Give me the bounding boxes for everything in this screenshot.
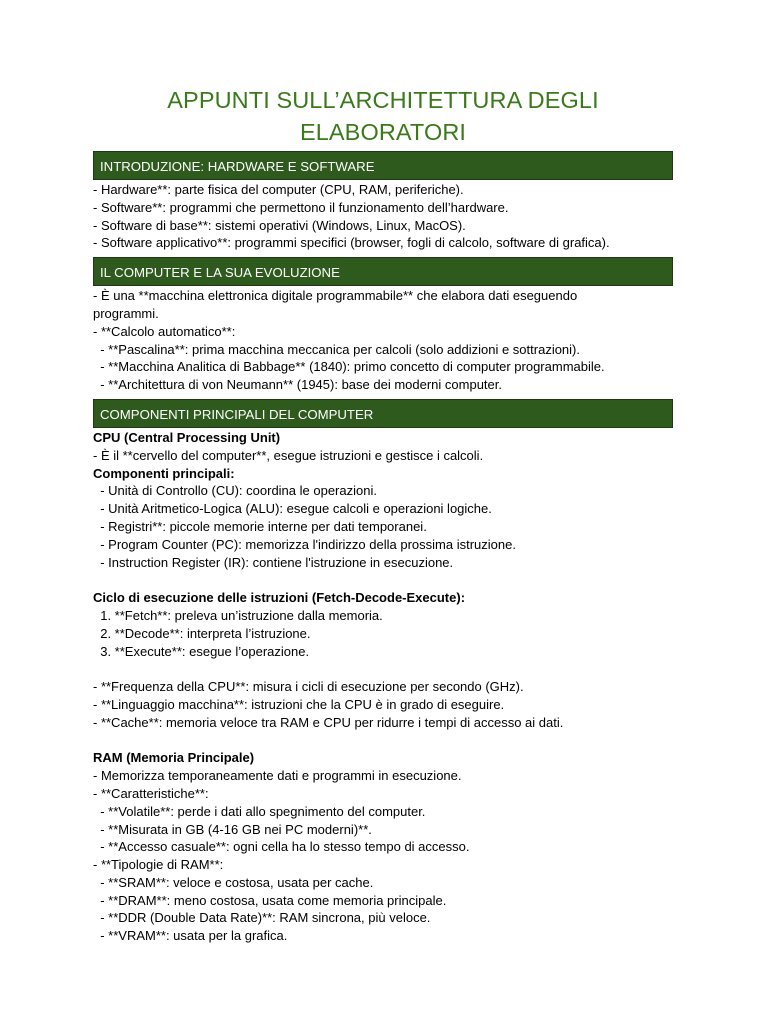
text-line: - Software applicativo**: programmi specifici (browser, fogli di calcolo, software di grafica). [93,235,610,251]
text-line: programmi. [93,305,159,321]
text-line: - **Calcolo automatico**: [93,323,236,339]
text-line: - È una **macchina elettronica digitale programmabile** che elabora dati eseguendo [93,288,578,304]
document-sections [93,151,673,946]
text-line: - **Cache**: memoria veloce tra RAM e CPU per ridurre i tempi di accesso ai dati. [93,714,564,730]
text-line: 2. **Decode**: interpreta l’istruzione. [93,625,311,641]
document-page [93,84,673,946]
text-line: - Unità Aritmetico-Logica (ALU): esegue calcoli e operazioni logiche. [93,501,492,517]
text-line: - **Accesso casuale**: ogni cella ha lo stesso tempo di accesso. [93,839,470,855]
section-header: COMPONENTI PRINCIPALI DEL COMPUTER [93,399,673,428]
text-line: - **Macchina Analitica di Babbage** (1840): primo concetto di computer programmabile. [93,359,605,375]
subsection-heading: Componenti principali: [93,465,235,481]
text-line: - **Volatile**: perde i dati allo spegnimento del computer. [93,803,426,819]
text-line: - **Misurata in GB (4-16 GB nei PC moderni)**. [93,821,372,837]
text-line: - **SRAM**: veloce e costosa, usata per cache. [93,874,374,890]
subsection-heading: CPU (Central Processing Unit) [93,429,281,445]
text-line: - Software di base**: sistemi operativi (Windows, Linux, MacOS). [93,217,466,233]
text-line: 3. **Execute**: esegue l’operazione. [93,643,310,659]
text-line: - **Linguaggio macchina**: istruzioni che la CPU è in grado di eseguire. [93,696,505,712]
text-line: - **DRAM**: meno costosa, usata come memoria principale. [93,892,447,908]
subsection-heading: Ciclo di esecuzione delle istruzioni (Fetch-Decode-Execute): [93,590,466,606]
section-header: IL COMPUTER E LA SUA EVOLUZIONE [93,257,673,286]
text-line: 1. **Fetch**: preleva un’istruzione dalla memoria. [93,607,383,623]
blank-line [93,660,673,678]
section-body [93,428,673,946]
text-line: - Memorizza temporaneamente dati e programmi in esecuzione. [93,768,462,784]
text-line: - Program Counter (PC): memorizza l'indirizzo della prossima istruzione. [93,536,516,552]
text-line: - **VRAM**: usata per la grafica. [93,928,288,944]
text-line: - Registri**: piccole memorie interne per dati temporanei. [93,518,427,534]
text-line: - Hardware**: parte fisica del computer (CPU, RAM, periferiche). [93,182,464,197]
text-line: - **Architettura di von Neumann** (1945): base dei moderni computer. [93,377,502,393]
blank-line [93,571,673,589]
document-title-line-2: ELABORATORI [299,119,467,145]
section-body [93,286,673,395]
text-line: - **Frequenza della CPU**: misura i cicli di esecuzione per secondo (GHz). [93,679,524,695]
text-line: - **Pascalina**: prima macchina meccanica per calcoli (solo addizioni e sottrazioni). [93,341,580,357]
text-line: - **Caratteristiche**: [93,785,209,801]
section-body [93,180,673,253]
text-line: - **DDR (Double Data Rate)**: RAM sincrona, più veloce. [93,910,431,926]
section-header: INTRODUZIONE: HARDWARE E SOFTWARE [93,151,673,180]
text-line: - Unità di Controllo (CU): coordina le operazioni. [93,483,377,499]
document-title [93,84,673,148]
blank-line [93,732,673,750]
text-line: - È il **cervello del computer**, esegue istruzioni e gestisce i calcoli. [93,447,484,463]
document-title-line-1: APPUNTI SULL’ARCHITETTURA DEGLI [167,87,599,113]
text-line: - **Tipologie di RAM**: [93,857,224,873]
text-line: - Software**: programmi che permettono il funzionamento dell’hardware. [93,199,509,215]
subsection-heading: RAM (Memoria Principale) [93,750,255,766]
text-line: - Instruction Register (IR): contiene l'istruzione in esecuzione. [93,554,454,570]
